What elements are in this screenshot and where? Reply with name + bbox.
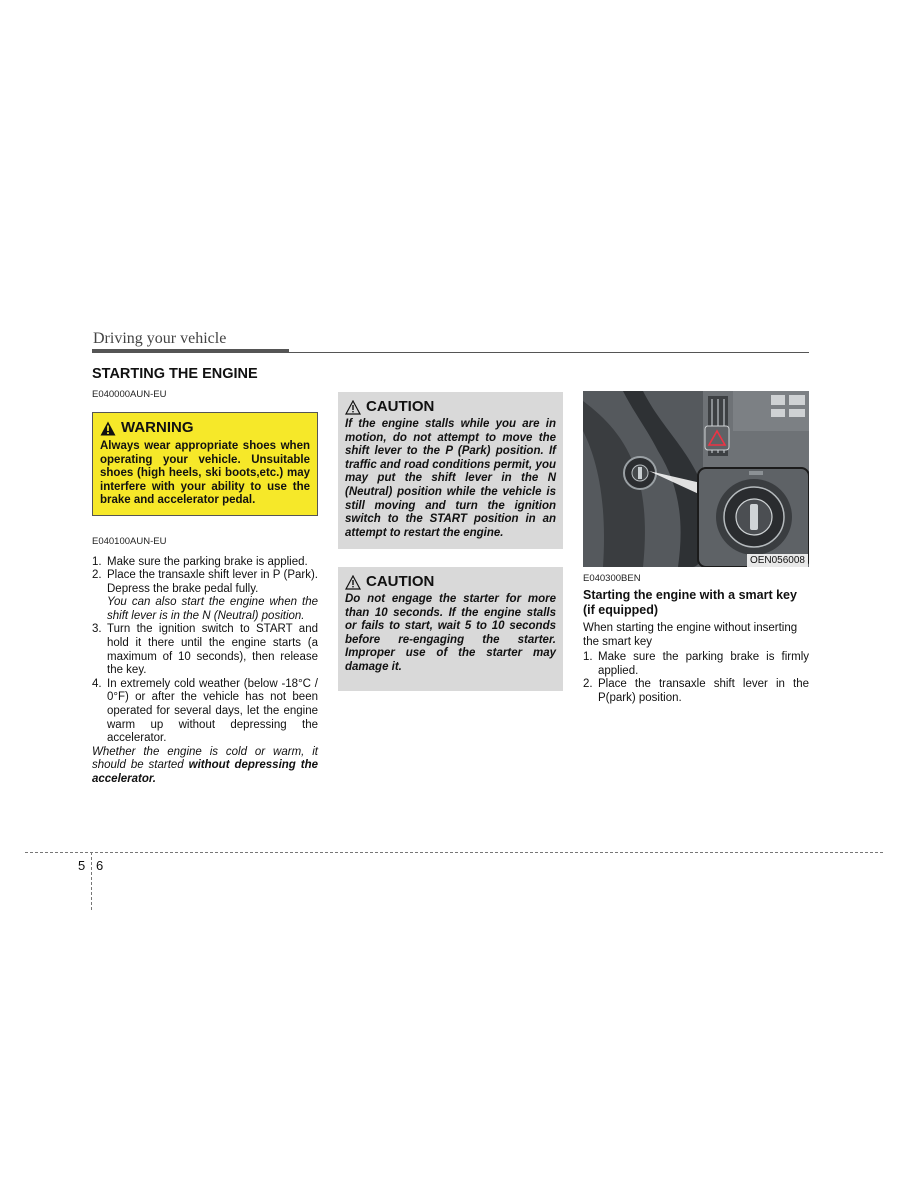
caution-text: If the engine stalls while you are in motion, do not attempt to move the shift lever to the P (Park) position. If traffic and road conditions permit, you may put the shift lever in the N (Neutral) position while the vehicle is still moving and turn the ignition switch to the START position in an attempt to restart the engine. — [345, 418, 556, 539]
step-text: Make sure the parking brake is firmly applied. — [598, 651, 809, 677]
step-number: 3. — [92, 623, 102, 636]
smart-key-steps-list — [583, 651, 809, 705]
section-code: E040300BEN — [583, 573, 641, 584]
dashboard-illustration — [583, 391, 809, 567]
caution-box-starter — [338, 567, 563, 691]
step-number: 1. — [583, 651, 593, 664]
section-code: E040000AUN-EU — [92, 389, 167, 400]
closing-note-text: Whether the engine is cold or warm, it should be started — [92, 745, 318, 772]
caution-label: CAUTION — [366, 398, 435, 415]
caution-heading — [345, 573, 556, 591]
caution-box-stall — [338, 392, 563, 549]
warning-label: WARNING — [121, 419, 194, 436]
section-title: STARTING THE ENGINE — [92, 366, 258, 382]
step-text: In extremely cold weather (below -18°C / 0°F) or after the vehicle has not been operated for several days, let the engine warm up without depressing the accelerator. — [107, 677, 318, 745]
step-number: 2. — [583, 678, 593, 691]
list-item — [92, 569, 318, 623]
list-item — [92, 623, 318, 677]
caution-triangle-icon — [345, 575, 361, 590]
list-item — [583, 651, 809, 678]
footer-divider — [25, 852, 883, 853]
section-code-2: E040100AUN-EU — [92, 535, 167, 547]
step-text: Turn the ignition switch to START and hold it there until the engine starts (a maximum of 10 seconds), then release the key. — [107, 623, 318, 677]
section-number: 5 — [78, 858, 86, 873]
caution-label: CAUTION — [366, 573, 435, 590]
step-text: Place the transaxle shift lever in the P(park) position. — [598, 678, 809, 704]
footer-vertical-divider — [91, 852, 92, 910]
caution-text: Do not engage the starter for more than 10 seconds. If the engine stalls or fails to start, wait 5 to 10 seconds before re-engaging the starter. Improper use of the starter may damage it. — [345, 593, 556, 673]
warning-box — [92, 412, 318, 516]
list-item — [92, 678, 318, 746]
list-item — [92, 556, 318, 570]
list-item — [583, 678, 809, 705]
step-number: 2. — [92, 569, 102, 582]
warning-text: Always wear appropriate shoes when operating your vehicle. Unsuitable shoes (high heels, ski boots,etc.) may interfere with your ability to use the brake and accelerator pedal. — [100, 440, 310, 506]
step-text: Make sure the parking brake is applied. — [107, 555, 308, 568]
intro-text: When starting the engine without inserting the smart key — [583, 622, 798, 648]
caution-heading — [345, 398, 556, 416]
caution-triangle-icon — [345, 400, 361, 415]
photo-caption: OEN056008 — [747, 554, 808, 567]
warning-triangle-icon — [100, 421, 116, 436]
column-middle — [338, 392, 563, 691]
closing-note-emphasis: without depressing the accelerator. — [92, 759, 319, 785]
running-header: Driving your vehicle — [93, 330, 227, 347]
column-right — [583, 391, 809, 706]
step-number: 4. — [92, 677, 102, 690]
step-text: Place the transaxle shift lever in P (Park). Depress the brake pedal fully. — [107, 569, 318, 595]
ignition-switch-photo — [583, 391, 809, 567]
header-rule-thick — [92, 349, 289, 353]
warning-heading — [100, 419, 310, 437]
step-number: 1. — [92, 555, 102, 568]
start-steps-list — [92, 556, 318, 746]
column-left — [92, 366, 318, 787]
subsection-title: Starting the engine with a smart key (if equipped) — [583, 588, 797, 617]
page-number: 6 — [96, 858, 104, 873]
closing-note — [92, 746, 318, 787]
step-note: You can also start the engine when the shift lever is in the N (Neutral) position. — [107, 596, 318, 622]
header-rule-thin — [289, 352, 809, 353]
